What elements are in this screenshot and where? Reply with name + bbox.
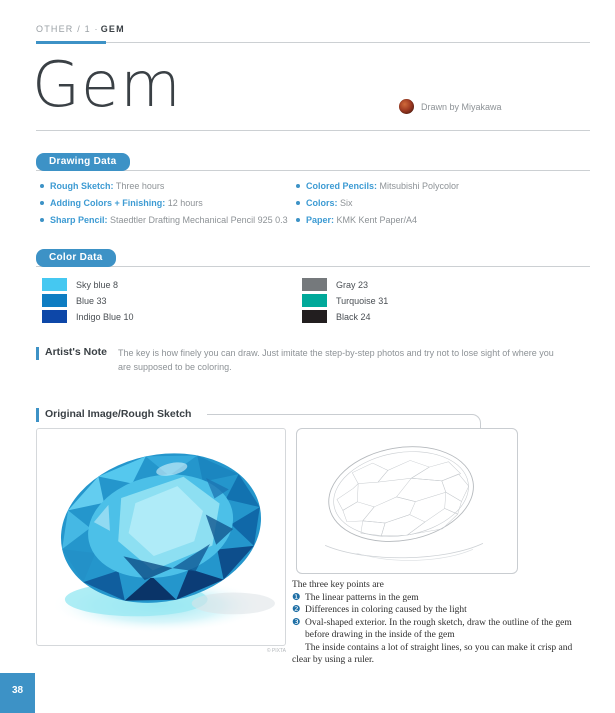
swatch-row: Black 24 (302, 310, 388, 323)
swatch-row: Blue 33 (42, 294, 134, 307)
color-swatch (42, 294, 67, 307)
color-swatch (42, 310, 67, 323)
list-item: Sharp Pencil: Staedtler Drafting Mechanical Pencil 925 0.3 (40, 215, 292, 225)
color-swatches-right (302, 278, 388, 323)
key-points (292, 579, 592, 667)
reference-heading-bar (36, 408, 39, 422)
color-data-rule (36, 266, 590, 267)
color-swatch (302, 294, 327, 307)
rough-sketch (296, 428, 518, 574)
gem-photo (36, 428, 286, 646)
breadcrumb-chapter: GEM (100, 24, 125, 34)
color-swatch (302, 310, 327, 323)
list-item: Colored Pencils: Mitsubishi Polycolor (296, 181, 556, 191)
key-points-intro: The three key points are (292, 580, 384, 590)
artists-note-bar (36, 347, 39, 360)
breadcrumb-rule (36, 42, 590, 43)
title-divider (36, 130, 590, 131)
drawing-data-heading: Drawing Data (36, 153, 130, 171)
rough-sketch-illustration (297, 429, 517, 573)
key-point-3: ❸ Oval-shaped exterior. In the rough sketch, draw the outline of the gem before drawing in the inside of the gem (292, 617, 572, 640)
breadcrumb-accent-bar (36, 41, 106, 44)
color-swatch (42, 278, 67, 291)
color-data-heading: Color Data (36, 249, 116, 267)
list-item: Adding Colors + Finishing: 12 hours (40, 198, 292, 208)
artist-avatar (399, 99, 414, 114)
reference-heading: Original Image/Rough Sketch (45, 408, 192, 420)
key-points-outro: The inside contains a lot of straight lines, so you can make it crisp and clear by using a ruler. (292, 642, 573, 665)
key-point-1: ❶ The linear patterns in the gem (292, 592, 419, 603)
breadcrumb-section: OTHER / 1 · (36, 24, 99, 34)
page-number-tab (0, 673, 35, 713)
key-point-2: ❷ Differences in coloring caused by the light (292, 605, 467, 615)
artist-credit (399, 99, 502, 114)
gem-photo-illustration (37, 429, 285, 645)
artists-note-heading: Artist's Note (45, 346, 108, 358)
list-item: Colors: Six (296, 198, 556, 208)
color-swatches-left (42, 278, 134, 323)
point-1-marker: ❶ (292, 592, 301, 603)
swatch-row: Indigo Blue 10 (42, 310, 134, 323)
swatch-row: Sky blue 8 (42, 278, 134, 291)
reference-connector-line (207, 414, 481, 429)
breadcrumb (36, 24, 125, 34)
swatch-row: Gray 23 (302, 278, 388, 291)
point-2-marker: ❷ (292, 605, 301, 615)
drawing-data-right-column (296, 181, 556, 225)
artists-note-text: The key is how finely you can draw. Just imitate the step-by-step photos and try not to lose sight of where you are supposed to be coloring. (118, 348, 554, 372)
artist-credit-label: Drawn by Miyakawa (421, 101, 502, 112)
page-number: 38 (11, 684, 24, 696)
list-item: Rough Sketch: Three hours (40, 181, 292, 191)
drawing-data-left-column (40, 181, 292, 225)
page-title: Gem (32, 48, 182, 121)
list-item: Paper: KMK Kent Paper/A4 (296, 215, 556, 225)
color-swatch (302, 278, 327, 291)
photo-credit: © PIXTA (266, 648, 286, 654)
swatch-row: Turquoise 31 (302, 294, 388, 307)
point-3-marker: ❸ (292, 617, 301, 628)
